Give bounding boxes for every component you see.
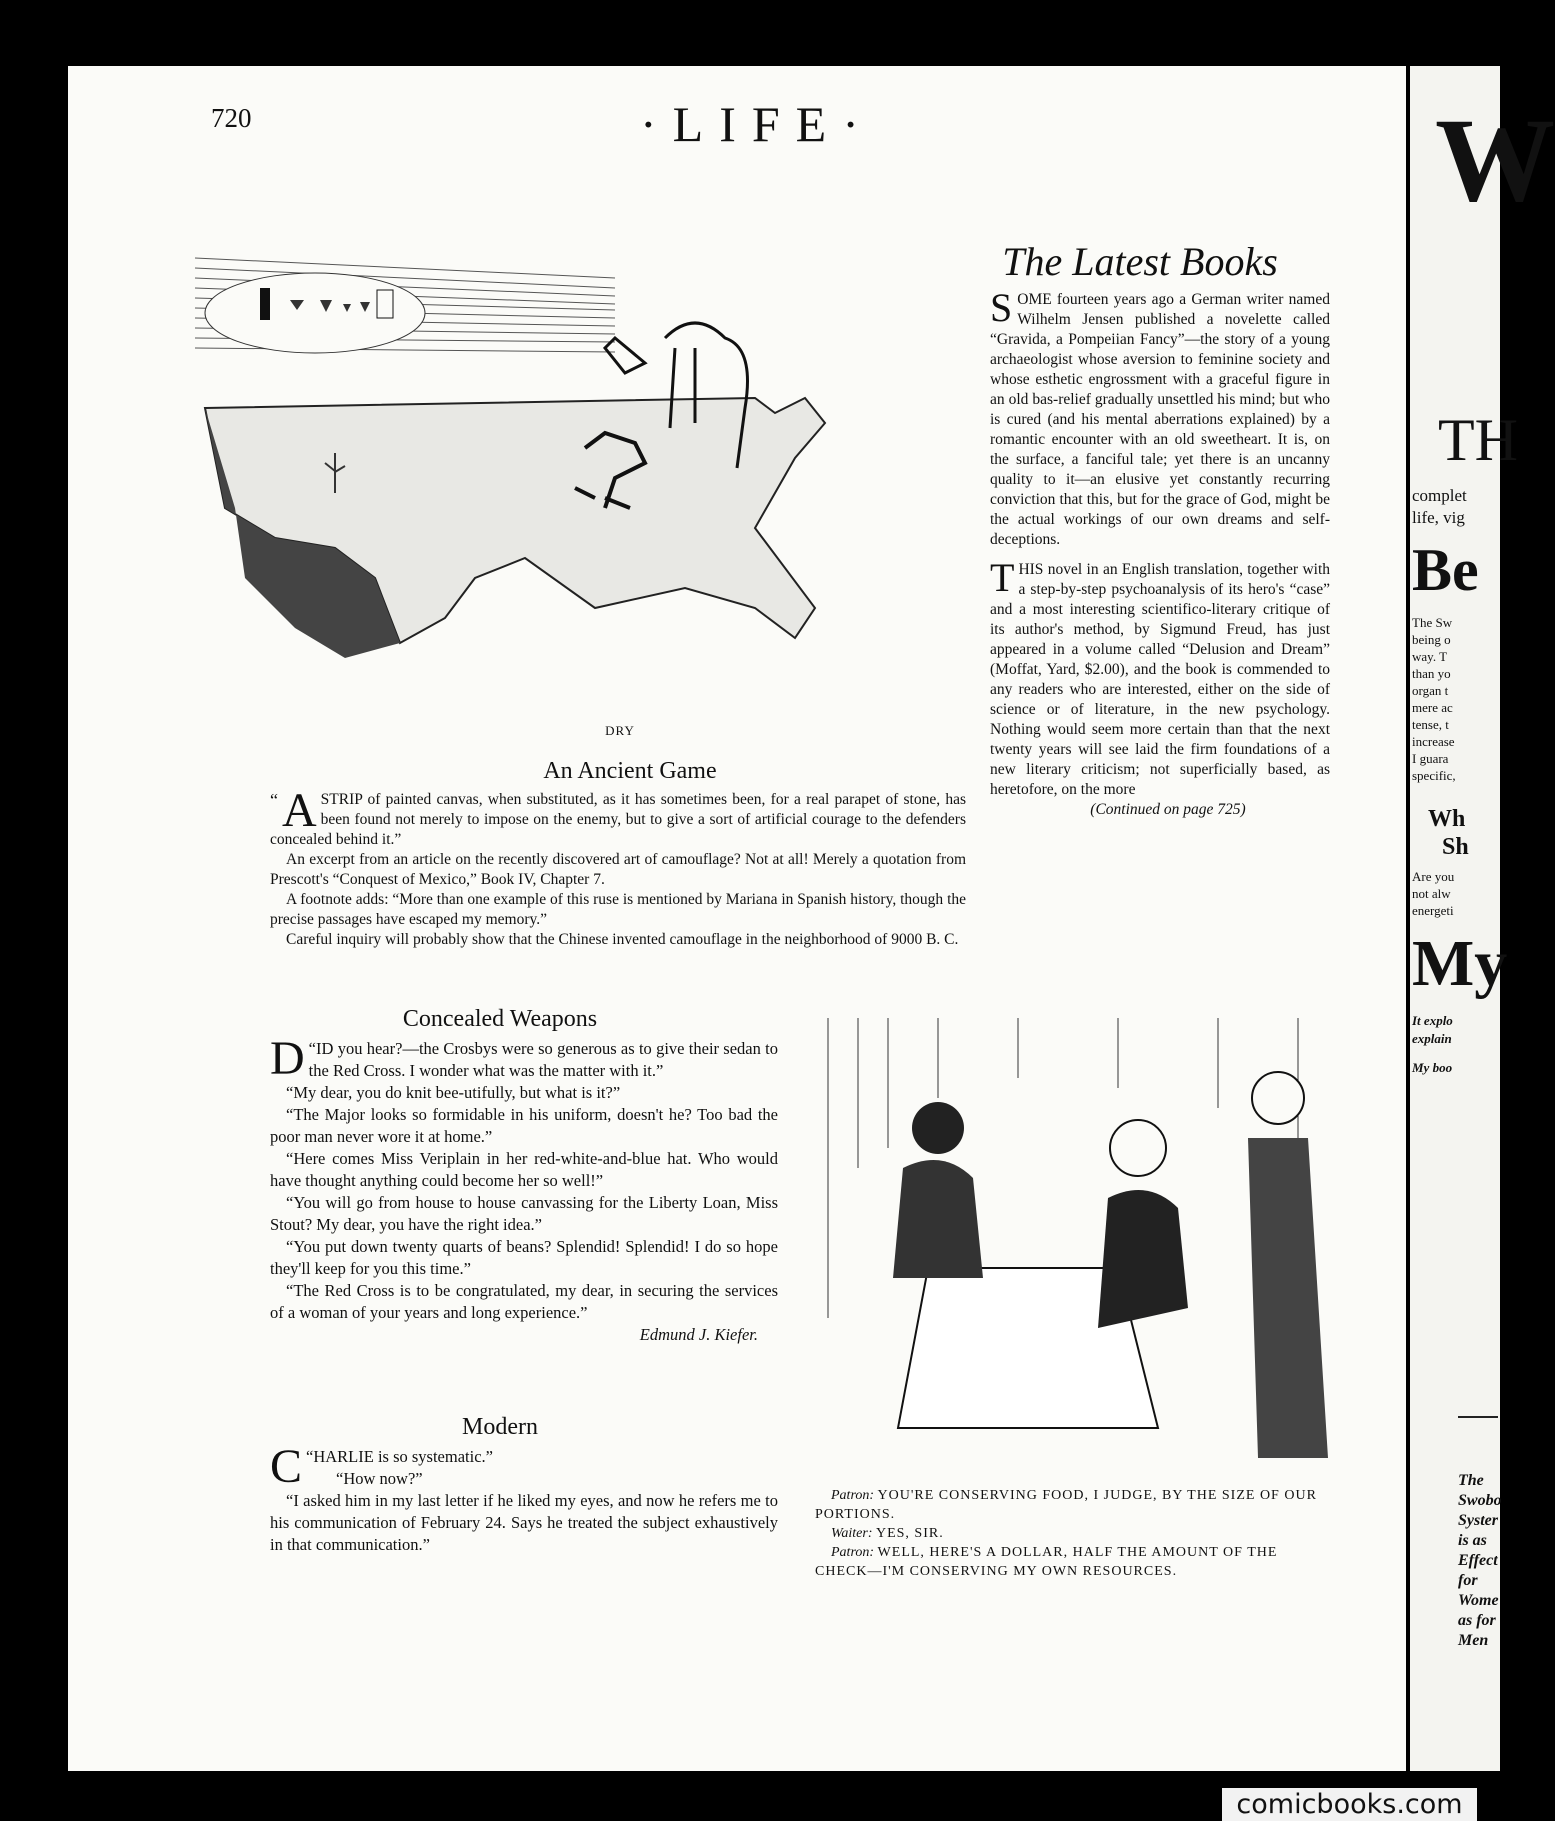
dialogue-speaker: Waiter: [831,1526,873,1541]
adjacent-text: My boo [1412,1060,1453,1075]
ancient-game-p1: STRIP of painted canvas, when substituted, as it has sometimes been, for a real parapet of stone, has been found not merely to impose on the enemy, but to give a sort of artificial courage to the defenders concealed behind it.” [270,791,966,848]
adjacent-text: complet [1412,486,1467,505]
ancient-game-p2: An excerpt from an article on the recently discovered art of camouflage? Not at all! Merely a quotation from Prescott's “Conquest of Mexico,” Book IV, Chapter 7. [270,851,966,888]
adjacent-line: The Sw [1412,615,1453,630]
latest-books-dropcap-2: T [990,555,1015,600]
adjacent-subheading: Sh [1442,834,1469,860]
adjacent-column [1412,1012,1453,1048]
adjacent-line: Men [1458,1632,1489,1649]
adjacent-drawing [1458,1396,1498,1418]
adjacent-column [1412,868,1454,919]
adjacent-line: It explo [1412,1013,1453,1028]
adjacent-line: not alw [1412,886,1451,901]
adjacent-heading: My [1412,927,1508,1000]
modern-body: “ C HARLIE is so systematic.” “How now?” “I asked him in my last letter if he liked my eyes, and now he refers me to his communication of February 24. Says he treated the subject exhaustively in that communication.” [270,1440,778,1554]
site-watermark: comicbooks.com [1222,1788,1477,1821]
concealed-weapons-p7: “The Red Cross is to be congratulated, my dear, in securing the services of a woman of your years and long experience.” [270,1281,778,1322]
modern-p1: HARLIE is so systematic.” [313,1447,493,1466]
adjacent-line: increase [1412,734,1455,749]
adjacent-line: organ t [1412,683,1449,698]
latest-books-body [990,285,1330,820]
ancient-game-p3: A footnote adds: “More than one example of this ruse is mentioned by Mariana in Spanish history, though the precise passages have escaped my memory.” [270,891,966,928]
adjacent-promo [1458,1471,1502,1651]
dialogue-line [815,1524,1325,1543]
modern-p2: “How now?” [336,1469,423,1488]
concealed-weapons-p4: “Here comes Miss Veriplain in her red-white-and-blue hat. Who would have thought anything could become her so well!” [270,1149,778,1190]
adjacent-line: Wome [1458,1592,1499,1609]
cartoon-dry-caption: DRY [605,723,635,738]
masthead: ·LIFE· [640,96,875,152]
ancient-game-body [270,784,966,950]
dialogue-line [815,1543,1325,1581]
adjacent-text: life, vig [1412,508,1465,527]
concealed-weapons-body: “ D ID you hear?—the Crosbys were so generous as to give their sedan to the Red Cross. I wonder what was the matter with it.” “My dear, you do knit bee-utifully, but what is it?” “The Major looks so formidable in his uniform, doesn't he? Too bad the poor man never wore it at home.” “Here comes Miss Veriplain in her red-white-and-blue hat. Who would have thought anything could become her so well!” “You will go from house to house canvassing for the Liberty Loan, Miss Stout? My dear, you have the right idea.” “You put down twenty quarts of beans? Splendid! Splendid! I do so hope they'll keep for you this time.” “The Red Cross is to be congratulated, my dear, in securing the services of a woman of your years and long experience.” Edmund J. Kiefer. [270,1032,778,1344]
latest-books-p2: HIS novel in an English translation, together with a step-by-step psychoanalysis of its hero's “case” and a most interesting scientifico-literary critique of its author's method, by Sigmund Freud, has just appeared in a volume called “Delusion and Dream” (Moffat, Yard, $2.00), and the book is commended to any readers who are interested, either on the side of science or of literature, in the new psychology. Nothing would seem more certain than that the next twenty years will see laid the firm foundations of a new literary criticism; not superficially based, as heretofore, on the more [990,561,1330,798]
adjacent-line: is as [1458,1532,1487,1549]
ancient-game-dropcap: A [282,784,317,837]
concealed-weapons-p3: “The Major looks so formidable in his uniform, doesn't he? Too bad the poor man never wore it at home.” [270,1105,778,1146]
cartoon-restaurant-dialogue [815,1486,1325,1581]
adjacent-line: way. T [1412,649,1448,664]
adjacent-big-letter: W [1435,93,1555,226]
page-number: 720 [211,103,252,133]
adjacent-line: tense, t [1412,717,1449,732]
adjacent-line: Effect [1458,1552,1498,1569]
adjacent-column [1412,614,1456,784]
adjacent-dropcap: TH [1438,407,1518,473]
cartoon-restaurant-illustration [818,1018,1343,1478]
adjacent-line: energeti [1412,903,1454,918]
adjacent-heading: Be [1412,537,1479,603]
latest-books-dropcap-1: S [990,285,1014,330]
adjacent-line: explain [1412,1031,1452,1046]
adjacent-line: I guara [1412,751,1449,766]
concealed-weapons-p1: ID you hear?—the Crosbys were so generous as to give their sedan to the Red Cross. I wonder what was the matter with it.” [308,1039,778,1080]
latest-books-continued: (Continued on page 725) [1090,801,1246,818]
modern-p3: “I asked him in my last letter if he liked my eyes, and now he refers me to his communication of February 24. Says he treated the subject exhaustively in that communication.” [270,1491,778,1554]
concealed-weapons-p5: “You will go from house to house canvassing for the Liberty Loan, Miss Stout? My dear, you have the right idea.” [270,1193,778,1234]
adjacent-subheading: Wh [1428,806,1466,832]
ancient-game-title: An Ancient Game [543,758,717,784]
concealed-weapons-p6: “You put down twenty quarts of beans? Splendid! Splendid! I do so hope they'll keep for you this time.” [270,1237,778,1278]
adjacent-line: than yo [1412,666,1451,681]
cartoon-dry-illustration [195,248,965,718]
latest-books-title: The Latest Books [1002,239,1278,284]
modern-title: Modern [462,1414,538,1440]
concealed-weapons-dropcap: D [270,1032,305,1085]
dialogue-text: YOU'RE CONSERVING FOOD, I JUDGE, BY THE SIZE OF OUR PORTIONS. [815,1488,1317,1522]
dialogue-text: YES, SIR. [875,1526,944,1541]
latest-books-p1: OME fourteen years ago a German writer named Wilhelm Jensen published a novelette called “Gravida, a Pompeiian Fancy”—the story of a young archaeologist whose aversion to feminine society and whose esthetic engrossment with a graceful figure in an old bas-relief gradually unsettled his mind; but who is cured (and his mental aberrations explained) by a romantic encounter with an old sweetheart. It is, on the surface, a fanciful tale; yet there is an uncanny quality to it—an elusive yet constantly recurring conviction that this, but for the grace of God, might be the actual workings of our own dreams and self-deceptions. [990,291,1330,548]
concealed-weapons-author: Edmund J. Kiefer. [639,1325,758,1344]
adjacent-line: Syster [1458,1512,1498,1529]
modern-dropcap: C [270,1440,303,1493]
adjacent-line: specific, [1412,768,1456,783]
ancient-game-open-quote: “ [270,790,278,810]
dialogue-line [815,1486,1325,1524]
adjacent-line: as for [1458,1612,1496,1629]
adjacent-line: Are you [1412,869,1455,884]
adjacent-line: The [1458,1472,1484,1489]
dialogue-speaker: Patron: [831,1488,875,1503]
adjacent-line: being o [1412,632,1451,647]
ancient-game-p4: Careful inquiry will probably show that the Chinese invented camouflage in the neighborhood of 9000 B. C. [286,931,959,948]
concealed-weapons-p2: “My dear, you do knit bee-utifully, but what is it?” [286,1083,621,1102]
dialogue-speaker: Patron: [831,1545,875,1560]
adjacent-line: Swobo [1458,1492,1502,1509]
dialogue-text: WELL, HERE'S A DOLLAR, HALF THE AMOUNT OF THE CHECK—I'M CONSERVING MY OWN RESOURCES. [815,1545,1278,1579]
adjacent-line: for [1458,1572,1478,1589]
adjacent-page [1410,66,1555,1771]
adjacent-line: mere ac [1412,700,1453,715]
concealed-weapons-title: Concealed Weapons [402,1006,598,1032]
